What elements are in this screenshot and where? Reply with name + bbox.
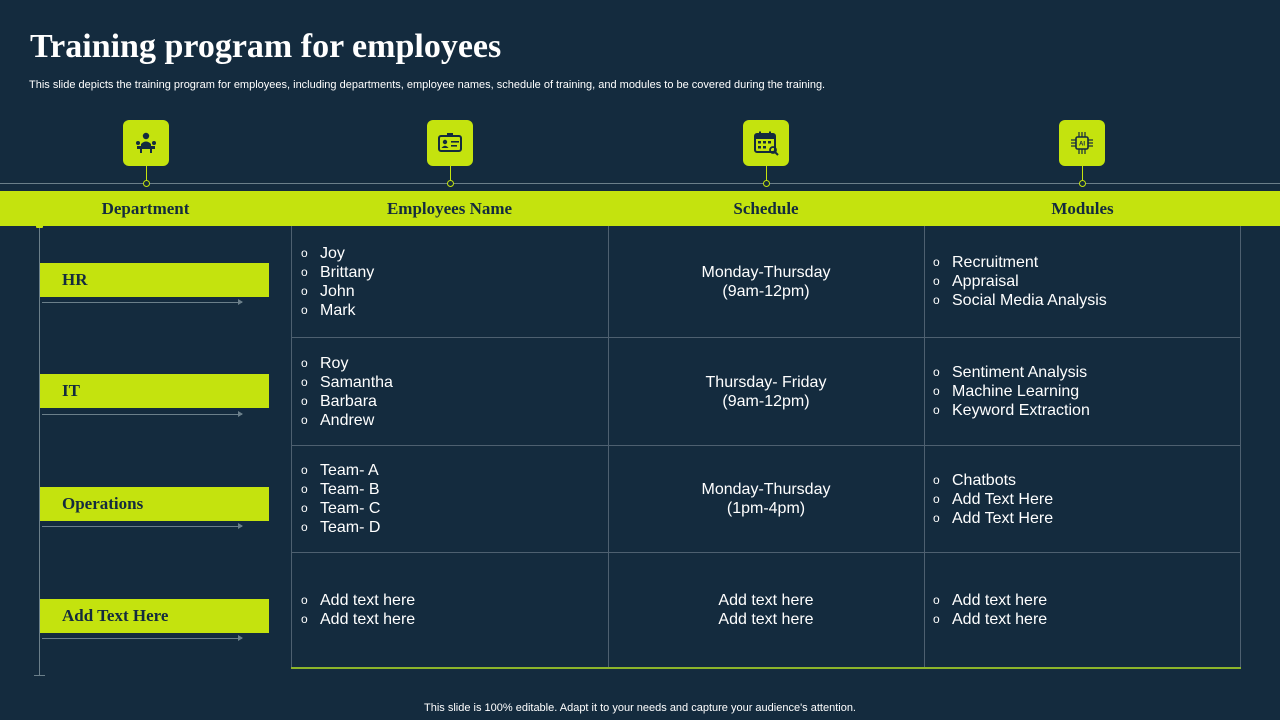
list-item: o John <box>301 282 355 300</box>
modules-cell <box>933 446 1233 552</box>
schedule-cell: Add text here Add text here <box>718 592 814 628</box>
header-schedule: Schedule <box>733 199 799 218</box>
list-item: o Add text here <box>301 592 416 609</box>
department-label: IT <box>40 374 269 408</box>
timeline-end <box>34 675 45 676</box>
list-item: o Brittany <box>301 263 375 281</box>
department-label: HR <box>40 263 269 297</box>
list-item: o Sentiment Analysis <box>933 364 1088 381</box>
schedule-cell: Thursday- Friday (9am-12pm) <box>705 373 827 410</box>
grid-line <box>1240 226 1241 668</box>
list-item: o Chatbots <box>933 471 1017 489</box>
employees-cell <box>301 446 601 552</box>
svg-text:AI: AI <box>1079 141 1085 148</box>
connector-dot <box>1079 180 1086 187</box>
arrow-line <box>42 414 242 415</box>
ai-chip-icon <box>1059 120 1105 166</box>
list-item: o Team- D <box>301 519 381 536</box>
list-item: o Add text here <box>933 611 1048 628</box>
department-label: Operations <box>40 487 269 521</box>
list-item: o Samantha <box>301 373 393 391</box>
list-item: o Team- A <box>301 462 379 479</box>
grid-line <box>291 226 292 668</box>
department-label: Add Text Here <box>40 599 269 633</box>
modules-cell <box>933 226 1233 337</box>
arrow-line <box>42 638 242 639</box>
employees-cell <box>301 553 601 667</box>
list-item: o Recruitment <box>933 254 1039 271</box>
list-item: o Add Text Here <box>933 509 1054 527</box>
footer-note: This slide is 100% editable. Adapt it to your needs and capture your audience's attention. <box>424 702 856 714</box>
list-item: o Add Text Here <box>933 490 1054 508</box>
connector-dot <box>143 180 150 187</box>
grid-line <box>924 226 925 668</box>
list-item: o Team- C <box>301 500 381 517</box>
employees-cell <box>301 226 601 337</box>
id-card-icon <box>427 120 473 166</box>
list-item: o Joy <box>301 244 345 262</box>
list-item: o Andrew <box>301 411 375 429</box>
team-icon <box>123 120 169 166</box>
list-item: o Add text here <box>933 592 1048 609</box>
page-subtitle: This slide depicts the training program for employees, including departments, employee names, schedule of training, and modules to be covered during the training. <box>29 79 826 91</box>
list-item: o Roy <box>301 354 349 372</box>
list-item: o Add text here <box>301 611 416 628</box>
list-item: o Machine Learning <box>933 383 1080 400</box>
header-employees-name: Employees Name <box>386 199 513 218</box>
list-item: o Barbara <box>301 392 377 410</box>
list-item: o Team- B <box>301 481 380 498</box>
timeline-dot <box>36 221 43 228</box>
modules-cell <box>933 338 1233 445</box>
list-item: o Keyword Extraction <box>933 402 1090 419</box>
arrow-line <box>42 302 242 303</box>
connector-dot <box>447 180 454 187</box>
schedule-cell: Monday-Thursday (9am-12pm) <box>701 263 831 300</box>
schedule-cell: Monday-Thursday (1pm-4pm) <box>701 481 831 517</box>
employees-cell <box>301 338 601 445</box>
table-bottom-line <box>291 667 1241 669</box>
calendar-icon <box>743 120 789 166</box>
list-item: o Mark <box>301 301 356 319</box>
header-department: Department <box>101 199 190 218</box>
list-item: o Appraisal <box>933 273 1019 290</box>
arrow-line <box>42 526 242 527</box>
header-modules: Modules <box>1051 199 1114 218</box>
list-item: o Social Media Analysis <box>933 292 1107 309</box>
modules-cell <box>933 553 1233 667</box>
page-title: Training program for employees <box>30 28 502 65</box>
connector-dot <box>763 180 770 187</box>
divider-line <box>0 183 1280 184</box>
